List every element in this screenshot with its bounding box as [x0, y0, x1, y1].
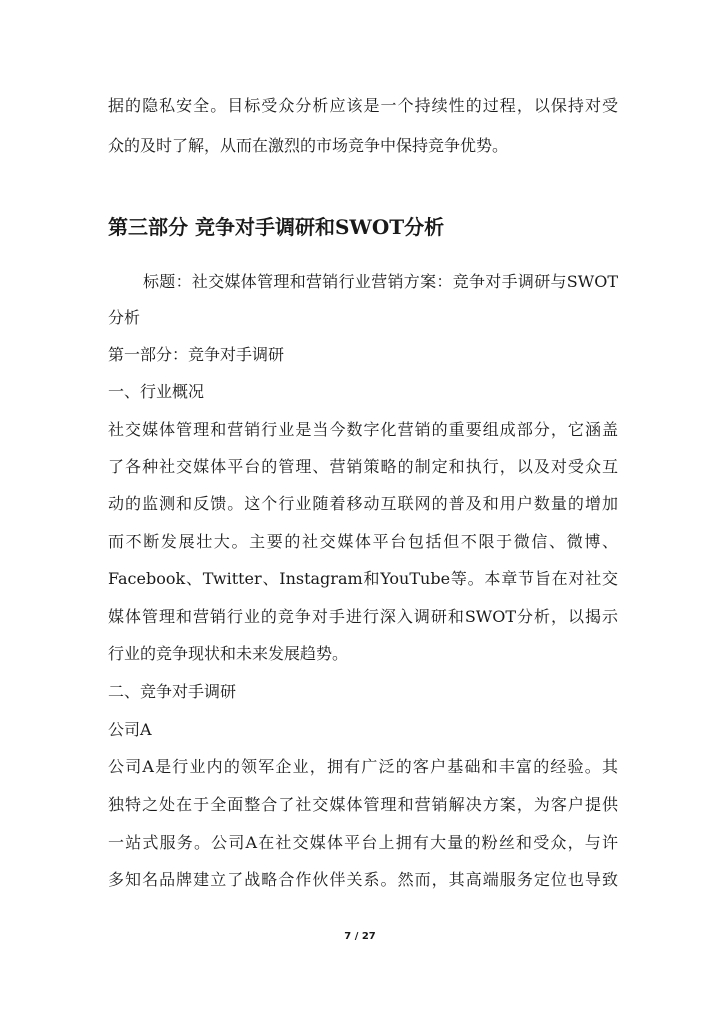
title-line: 分析	[108, 308, 141, 327]
body-text-line: 社交媒体管理和营销行业是当今数字化营销的重要组成部分，它涵盖	[108, 420, 618, 439]
body-text-line: Facebook、Twitter、Instagram和YouTube等。本章节旨在对社交	[108, 569, 618, 588]
title-line: 标题：社交媒体管理和营销行业营销方案：竞争对手调研与SWOT	[143, 272, 618, 291]
body-text-line: 而不断发展壮大。主要的社交媒体平台包括但不限于微信、微博、	[108, 532, 618, 551]
part-heading: 第一部分：竞争对手调研	[108, 345, 285, 364]
body-text-line: 了各种社交媒体平台的管理、营销策略的制定和执行，以及对受众互	[108, 457, 618, 476]
body-text-line: 据的隐私安全。目标受众分析应该是一个持续性的过程，以保持对受	[108, 96, 618, 115]
subheading-industry-overview: 一、行业概况	[108, 382, 205, 401]
body-text-line: 多知名品牌建立了战略合作伙伴关系。然而，其高端服务定位也导致	[108, 870, 618, 889]
body-text-line: 媒体管理和营销行业的竞争对手进行深入调研和SWOT分析，以揭示	[108, 607, 618, 626]
body-text-line: 行业的竞争现状和未来发展趋势。	[108, 644, 349, 663]
section-heading: 第三部分 竞争对手调研和SWOT分析	[108, 215, 445, 239]
company-label: 公司A	[108, 720, 152, 739]
body-text-line: 独特之处在于全面整合了社交媒体管理和营销解决方案，为客户提供	[108, 795, 618, 814]
body-text-line: 众的及时了解，从而在激烈的市场竞争中保持竞争优势。	[108, 136, 509, 155]
page-number: 7 / 27	[344, 931, 376, 942]
subheading-competitor-research: 二、竞争对手调研	[108, 682, 237, 701]
body-text-line: 动的监测和反馈。这个行业随着移动互联网的普及和用户数量的增加	[108, 494, 618, 513]
body-text-line: 公司A是行业内的领军企业，拥有广泛的客户基础和丰富的经验。其	[108, 757, 618, 776]
body-text-line: 一站式服务。公司A在社交媒体平台上拥有大量的粉丝和受众，与许	[108, 833, 618, 852]
